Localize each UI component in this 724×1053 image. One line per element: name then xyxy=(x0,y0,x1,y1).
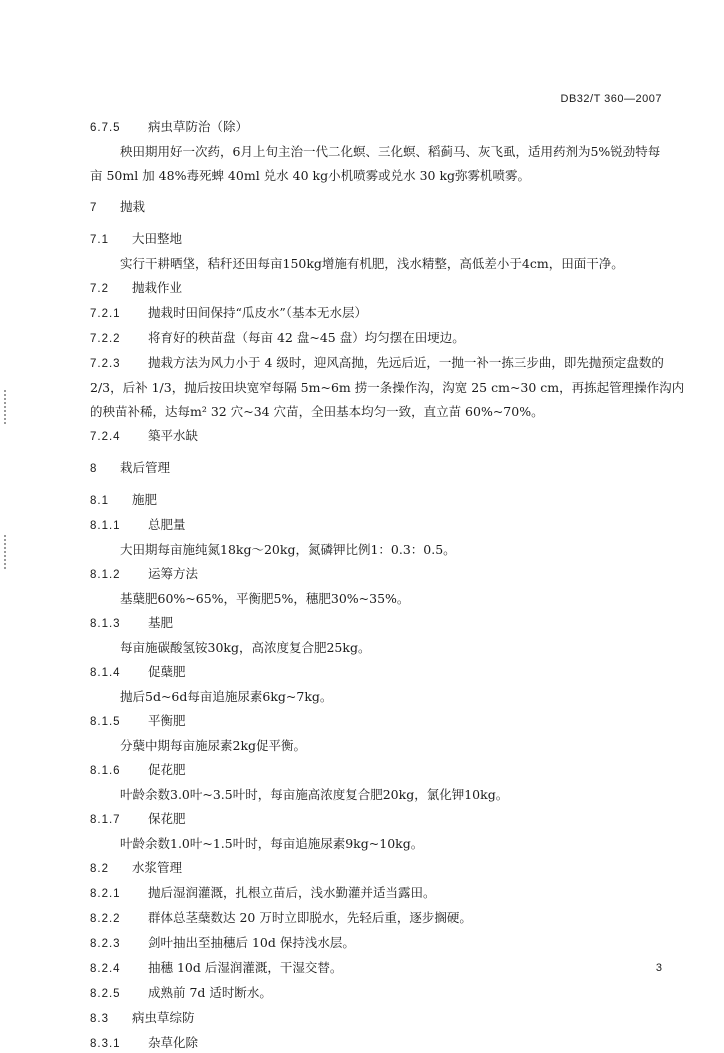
clause-heading: 8.3 病虫草综防 xyxy=(90,1010,195,1025)
clause-heading: 8.1.7 保花肥 xyxy=(90,811,186,826)
clause-heading: 7.2 抛栽作业 xyxy=(90,280,183,295)
paragraph-line: 每亩施碳酸氢铵30kg，高浓度复合肥25kg。 xyxy=(120,640,371,655)
clause-heading: 8.2.2 群体总茎蘖数达 20 万时立即脱水，先轻后重，逐步搁硬。 xyxy=(90,910,472,925)
clause-heading: 8.2.1 抛后湿润灌溉，扎根立苗后，浅水勤灌并适当露田。 xyxy=(90,885,436,900)
paragraph-line: 大田期每亩施纯氮18kg～20kg，氮磷钾比例1：0.3：0.5。 xyxy=(120,542,456,557)
paragraph-line: 叶龄余数1.0叶~1.5叶时，每亩追施尿素9kg~10kg。 xyxy=(120,836,424,851)
clause-heading: 8.1.5 平衡肥 xyxy=(90,713,186,728)
clause-heading: 8.2.3 剑叶抽出至抽穗后 10d 保持浅水层。 xyxy=(90,935,355,950)
paragraph-line: 抛后5d~6d每亩追施尿素6kg~7kg。 xyxy=(120,689,333,704)
scan-edge-mark xyxy=(4,535,6,569)
standard-code: DB32/T 360—2007 xyxy=(560,93,662,105)
paragraph-line: 秧田期用好一次药，6月上旬主治一代二化螟、三化螟、稻蓟马、灰飞虱，适用药剂为5%锐劲特每 xyxy=(120,144,661,159)
clause-heading: 8.1.4 促蘖肥 xyxy=(90,664,186,679)
section-heading: 8 栽后管理 xyxy=(90,460,171,475)
paragraph-line: 叶龄余数3.0叶~3.5叶时，每亩施高浓度复合肥20kg，氯化钾10kg。 xyxy=(120,787,509,802)
clause-heading: 6.7.5 病虫草防治（除） xyxy=(90,119,249,134)
paragraph-line: 亩 50ml 加 48%毒死蜱 40ml 兑水 40 kg小机喷雾或兑水 30 kg弥雾机喷雾。 xyxy=(90,168,531,183)
clause-heading: 7.1 大田整地 xyxy=(90,231,183,246)
page-number: 3 xyxy=(655,962,662,974)
clause-heading: 7.2.3 抛栽方法为风力小于 4 级时，迎风高抛，先远后近，一抛一补一拣三步曲，即先抛预定盘数的 xyxy=(90,355,664,370)
paragraph-line: 实行干耕晒垡，秸秆还田每亩150kg增施有机肥，浅水精整，高低差小于4cm，田面干净。 xyxy=(120,256,624,271)
paragraph-line: 分蘖中期每亩施尿素2kg促平衡。 xyxy=(120,738,307,753)
clause-heading: 8.2.4 抽穗 10d 后湿润灌溉，干湿交替。 xyxy=(90,960,343,975)
clause-heading: 8.1.3 基肥 xyxy=(90,615,174,630)
clause-heading: 7.2.4 築平水缺 xyxy=(90,428,199,443)
clause-heading: 8.2 水浆管理 xyxy=(90,860,183,875)
clause-heading: 8.1.1 总肥量 xyxy=(90,517,186,532)
clause-heading: 8.2.5 成熟前 7d 适时断水。 xyxy=(90,985,272,1000)
clause-heading: 8.1.6 促花肥 xyxy=(90,762,186,777)
scan-edge-mark xyxy=(4,390,6,424)
paragraph-line: 的秧苗补稀，达每m² 32 穴~34 穴苗，全田基本均匀一致，直立苗 60%~70%。 xyxy=(90,404,544,419)
clause-heading: 8.1 施肥 xyxy=(90,492,158,507)
section-heading: 7 抛栽 xyxy=(90,199,146,214)
clause-heading: 7.2.2 将育好的秧苗盘（每亩 42 盘~45 盘）均匀摆在田埂边。 xyxy=(90,330,465,345)
clause-heading: 8.3.1 杂草化除 xyxy=(90,1035,199,1050)
paragraph-line: 2/3，后补 1/3，抛后按田块宽窄每隔 5m~6m 捞一条操作沟，沟宽 25 cm~30 cm，再拣起管理操作沟内 xyxy=(90,380,685,395)
paragraph-line: 基蘖肥60%~65%，平衡肥5%，穗肥30%~35%。 xyxy=(120,591,410,606)
document-body xyxy=(90,118,685,1053)
clause-heading: 7.2.1 抛栽时田间保持“瓜皮水”（基本无水层） xyxy=(90,305,368,320)
clause-heading: 8.1.2 运筹方法 xyxy=(90,566,199,581)
